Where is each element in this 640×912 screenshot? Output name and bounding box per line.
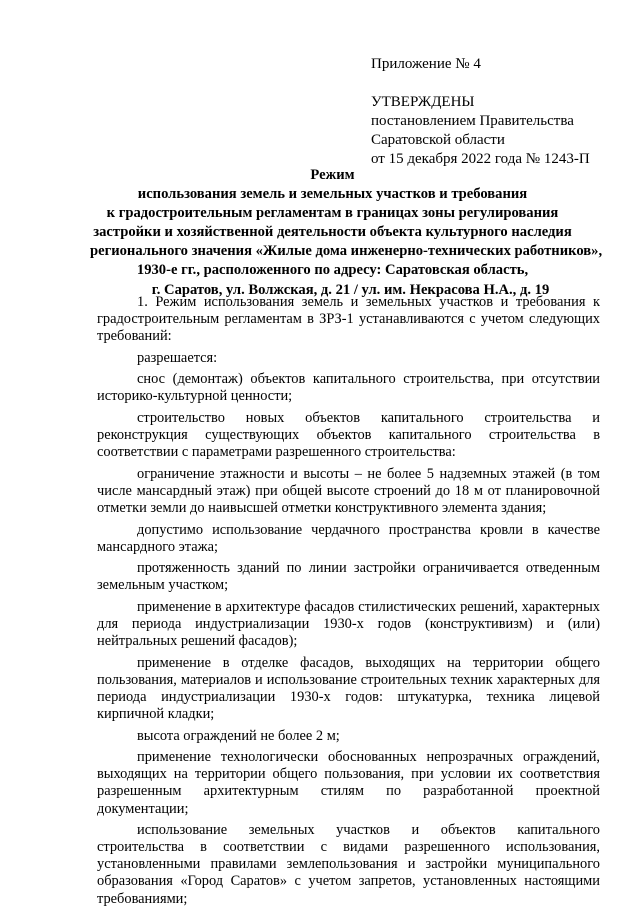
approval-heading: УТВЕРЖДЕНЫ [371, 94, 475, 110]
paragraph: допустимо использование чердачного пространства кровли в качестве мансардного этажа; [97, 521, 600, 555]
title-line: к градостроительным регламентам в границах зоны регулирования [106, 205, 559, 222]
paragraph: протяженность зданий по линии застройки ограничивается отведенным земельным участком; [97, 560, 600, 594]
paragraph: 1. Режим использования земель и земельных участков и требования к градостроительным регламентам в ЗРЗ-1 устанавливаются с учетом следующих требований: [97, 294, 600, 345]
annex-number: Приложение № 4 [371, 56, 481, 72]
title-line: г. Саратов, ул. Волжская, д. 21 / ул. им. Некрасова Н.А., д. 19 [151, 281, 550, 298]
title-line: застройки и хозяйственной деятельности объекта культурного наследия [93, 224, 572, 241]
spacer [371, 74, 621, 93]
paragraph: применение технологически обоснованных непрозрачных ограждений, выходящих на территории общего пользования, при условии их соответствия разрешенным архитектурным стилям по разработанной проектной документации; [97, 749, 600, 817]
paragraph: ограничение этажности и высоты – не более 5 надземных этажей (в том числе мансардный этаж) при общей высоте строений до 18 м от планировочной отметки земли до наивысшей отметки конструктивного элемента здания; [97, 465, 600, 517]
document-title [90, 166, 603, 300]
paragraph: применение в отделке фасадов, выходящих на территории общего пользования, материалов и использование строительных техник характерных для периода индустриализации 1930-х годов: штукатурка, техника лицевой кирпичной кладки; [97, 654, 600, 723]
approval-date: от 15 декабря 2022 года № 1243-П [371, 151, 590, 167]
approval-line: Саратовской области [371, 132, 505, 148]
paragraph: высота ограждений не более 2 м; [137, 727, 340, 744]
title-line: 1930-е гг., расположенного по адресу: Саратовская область, [136, 262, 529, 279]
document-body [97, 294, 600, 912]
paragraph: снос (демонтаж) объектов капитального строительства, при отсутствии историко-культурной ценности; [97, 371, 600, 405]
title-line: Режим [310, 167, 355, 183]
title-line: регионального значения «Жилые дома инженерно-технических работников», [90, 243, 603, 260]
paragraph: использование земельных участков и объектов капитального строительства в соответствии с видами разрешенного использования, установленными правилами землепользования и застройки муниципального образования «Город Саратов» с учетом запретов, установленных настоящими требованиями; [97, 822, 600, 907]
paragraph: разрешается: [137, 349, 218, 366]
approval-block [371, 55, 621, 169]
paragraph: строительство новых объектов капитального строительства и реконструкция существующих объектов капитального строительства в соответствии с параметрами разрешенного строительства: [97, 410, 600, 461]
paragraph: применение в архитектуре фасадов стилистических решений, характерных для периода индустриализации 1930-х годов (конструктивизм) и (или) нейтральных решений фасадов); [97, 599, 600, 650]
approval-line: постановлением Правительства [371, 113, 574, 129]
title-line: использования земель и земельных участков и требования [137, 186, 528, 203]
